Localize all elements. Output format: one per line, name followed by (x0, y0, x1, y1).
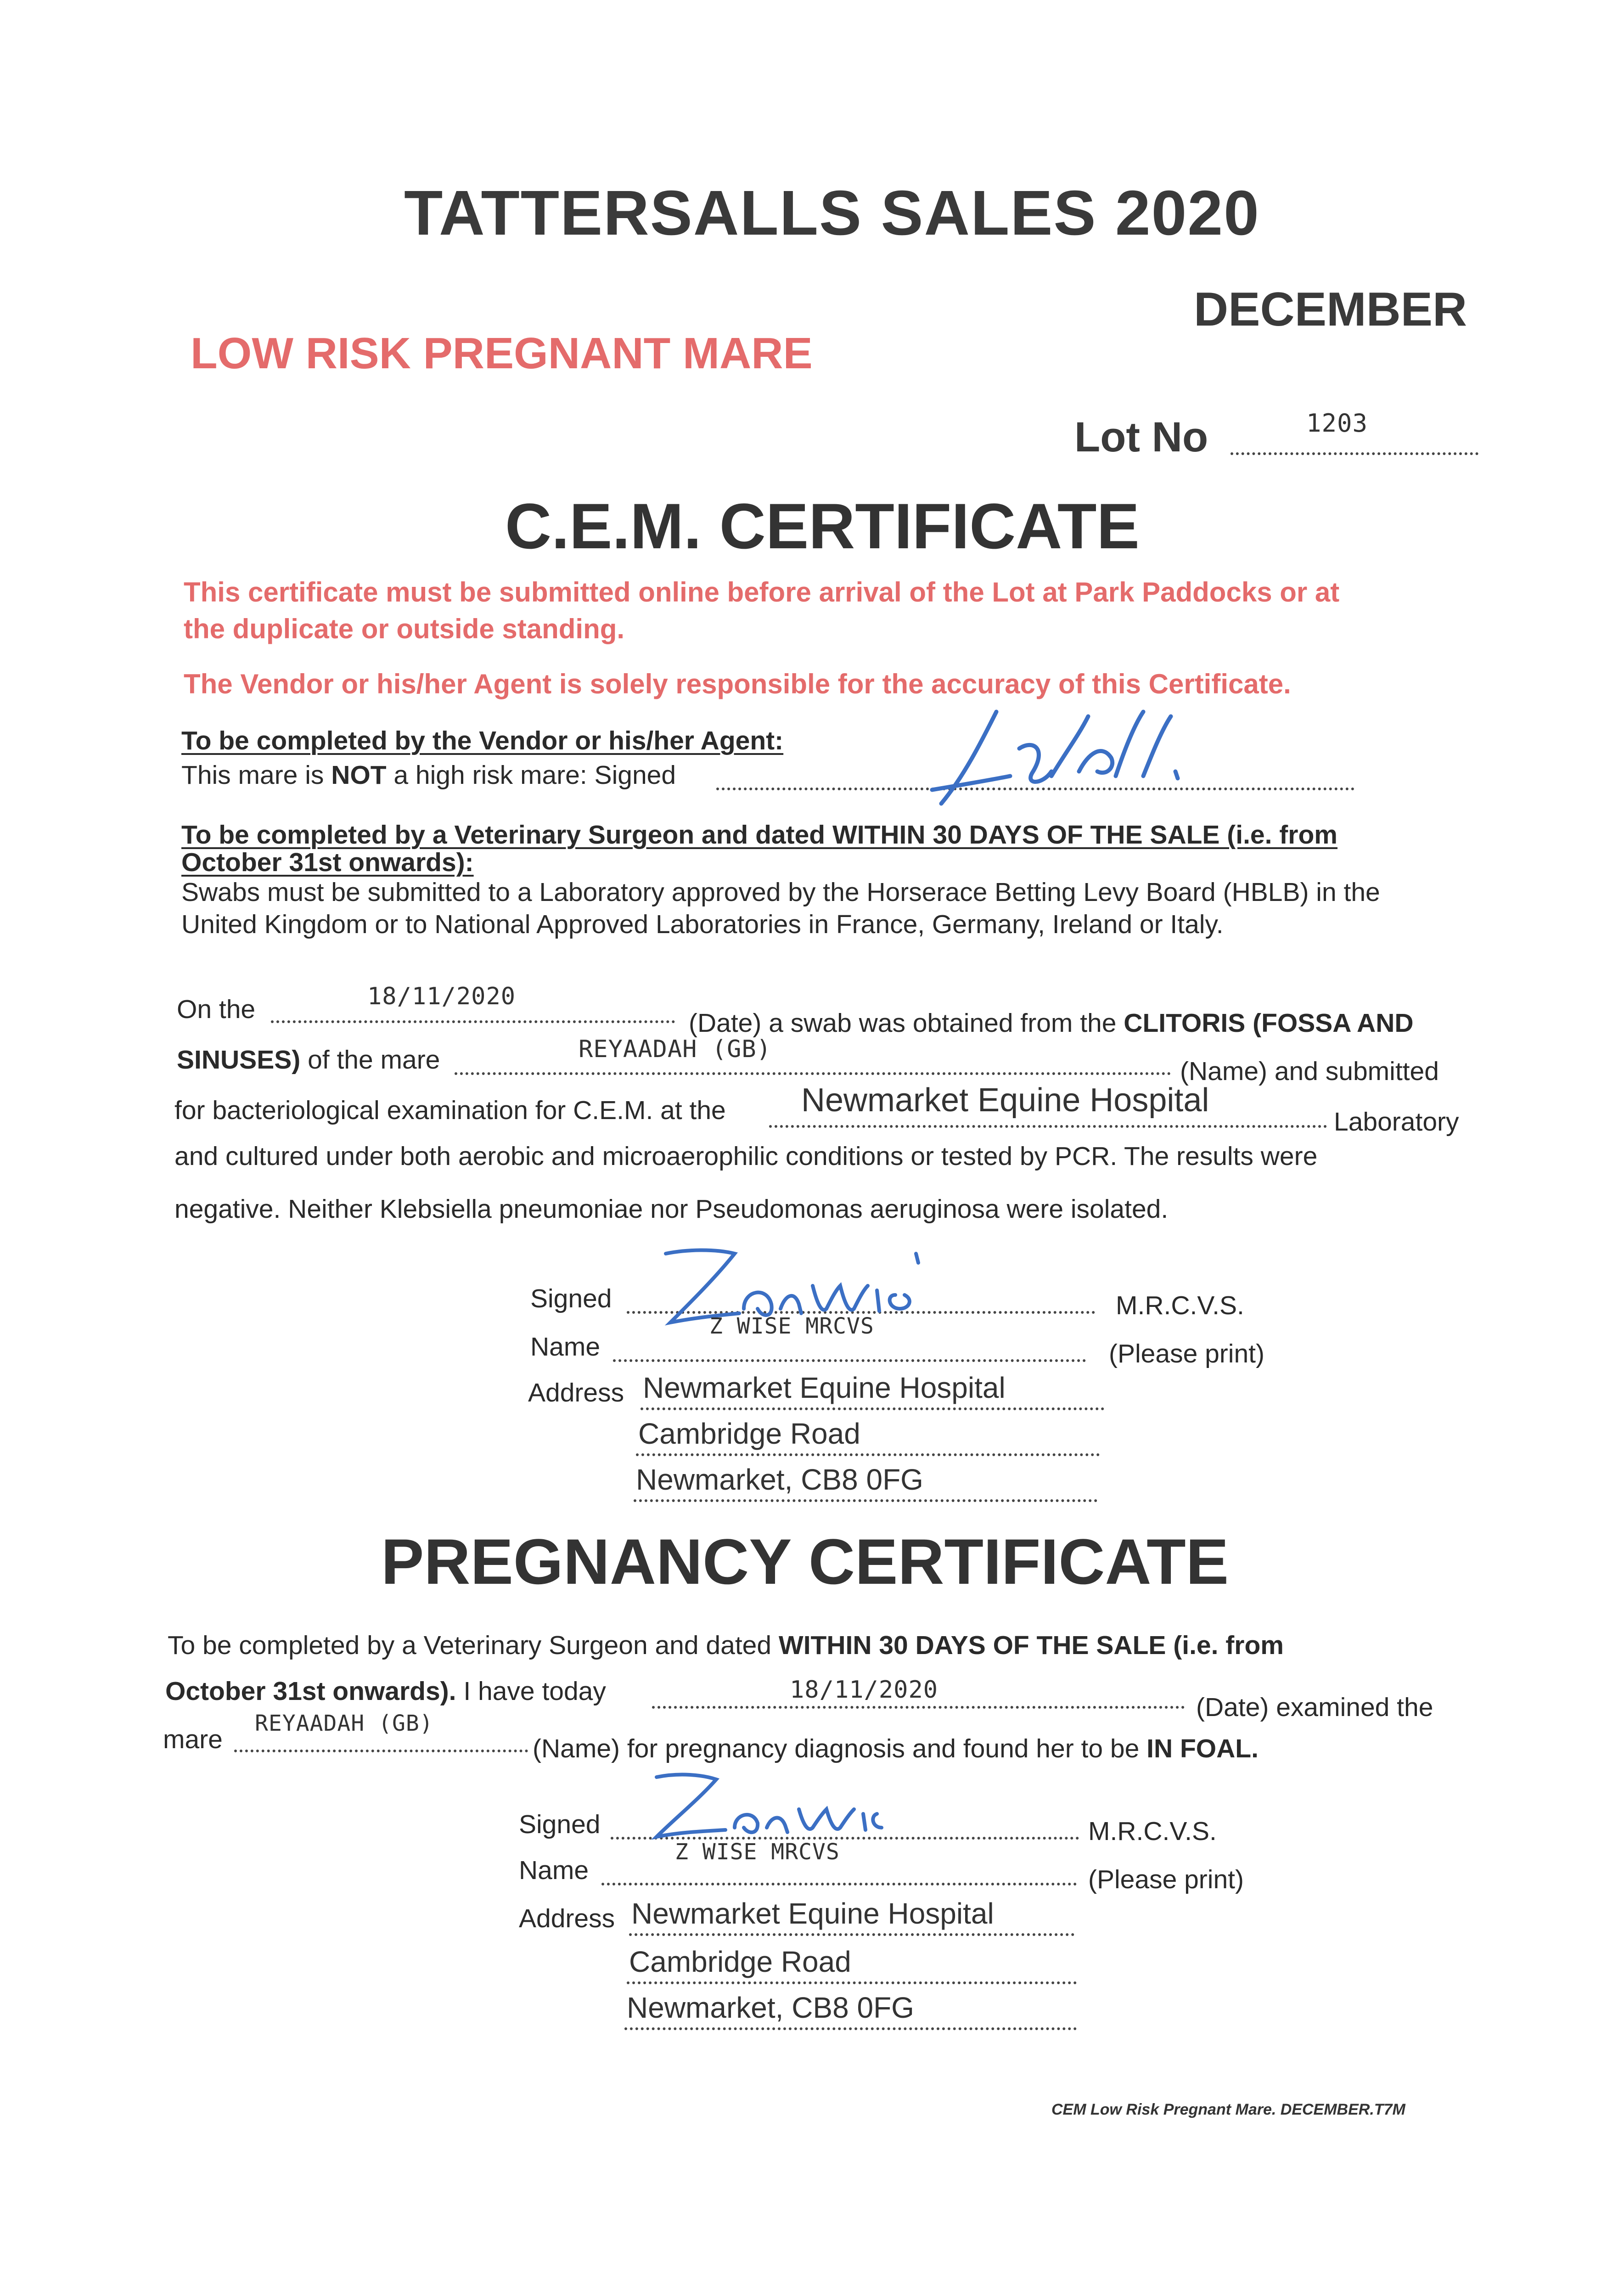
sale-title: TATTERSALLS SALES 2020 (404, 178, 1260, 248)
vendor-heading: To be completed by the Vendor or his/her Agent: (181, 726, 784, 755)
cem-address-label: Address (528, 1378, 624, 1407)
pregnancy-line-2 (165, 1678, 606, 1705)
cem-mare-name: REYAADAH (GB) (579, 1035, 771, 1063)
pregnancy-line-1 (168, 1632, 1284, 1659)
vet-heading-a: To be completed by a Veterinary Surgeon and dated (181, 820, 832, 850)
cem-address-rule-3 (634, 1499, 1097, 1502)
pregnancy-title: PREGNANCY CERTIFICATE (381, 1525, 1229, 1598)
cem-mrcvs-label: M.R.C.V.S. (1116, 1291, 1244, 1320)
exam-date: 18/11/2020 (790, 1676, 938, 1704)
preg-name-label: Name (519, 1856, 589, 1885)
risk-label: LOW RISK PREGNANT MARE (191, 329, 813, 378)
cem-lab-name: Newmarket Equine Hospital (801, 1082, 1209, 1119)
online-submission-notice-cont: the duplicate or outside standing. (184, 613, 625, 644)
vendor-line-pre: This mare is (181, 760, 332, 790)
swab-date-line (271, 1020, 675, 1023)
vendor-line-post: a high risk mare: Signed (386, 760, 676, 790)
preg-please-print: (Please print) (1088, 1865, 1244, 1894)
bact-exam-text: for bacteriological examination for C.E.M. at the (174, 1096, 726, 1125)
preg-mrcvs-label: M.R.C.V.S. (1088, 1817, 1217, 1846)
vendor-responsibility-notice: The Vendor or his/her Agent is solely responsible for the accuracy of this Certificate. (184, 669, 1291, 699)
pregnancy-line-1a: To be completed by a Veterinary Surgeon and dated (168, 1631, 779, 1660)
on-the-label: On the (177, 995, 256, 1024)
preg-address-line-1: Newmarket Equine Hospital (631, 1897, 994, 1930)
sale-month: DECEMBER (1194, 283, 1467, 336)
exam-date-line (652, 1706, 1185, 1709)
lot-dotted-line (1231, 452, 1478, 455)
lab-name-line (769, 1125, 1327, 1128)
pregnancy-line-2c: (Date) examined the (1196, 1693, 1433, 1722)
cem-signed-label: Signed (530, 1284, 612, 1313)
preg-address-rule-1 (629, 1933, 1074, 1936)
pregnancy-mare-name: REYAADAH (GB) (255, 1711, 433, 1736)
swab-date-text (689, 1010, 1414, 1036)
pregnancy-mare-label: mare (163, 1725, 223, 1754)
form-reference: CEM Low Risk Pregnant Mare. DECEMBER.T7M (1051, 2101, 1405, 2118)
mare-line (177, 1047, 440, 1073)
swab-date-text-a: (Date) a swab was obtained from the (689, 1008, 1124, 1038)
culture-method-text: and cultured under both aerobic and microaerophilic conditions or tested by PCR. The results were (174, 1142, 1318, 1171)
laboratory-text: Laboratory (1334, 1107, 1459, 1137)
pregnancy-line-3 (533, 1736, 1259, 1762)
preg-name-line (601, 1883, 1077, 1885)
online-submission-notice: This certificate must be submitted online before arrival of the Lot at Park Paddocks or at (184, 577, 1340, 608)
cem-name-line (613, 1359, 1086, 1362)
swab-site: CLITORIS (FOSSA AND (1124, 1008, 1414, 1038)
preg-address-rule-2 (627, 1981, 1077, 1984)
preg-signed-label: Signed (519, 1810, 601, 1839)
negative-result-text: negative. Neither Klebsiella pneumoniae nor Pseudomonas aeruginosa were isolated. (174, 1194, 1169, 1224)
swab-requirement-1: Swabs must be submitted to a Laboratory approved by the Horserace Betting Levy Board (HBLB) in the (181, 878, 1380, 907)
preg-address-rule-3 (624, 2027, 1077, 2030)
cem-address-line-2: Cambridge Road (638, 1417, 860, 1450)
cem-vet-name: Z WISE MRCVS (709, 1313, 874, 1339)
swab-requirement-2: United Kingdom or to National Approved Laboratories in France, Germany, Ireland or Italy. (181, 910, 1224, 939)
preg-address-line-3: Newmarket, CB8 0FG (627, 1991, 914, 2024)
lot-label: Lot No (1074, 414, 1208, 461)
pregnancy-line-2a: October 31st onwards). (165, 1677, 456, 1706)
pregnancy-line-2b: I have today (456, 1677, 606, 1706)
pregnancy-result: IN FOAL. (1146, 1734, 1259, 1763)
lot-number: 1203 (1306, 409, 1368, 438)
vendor-signature (914, 698, 1217, 817)
of-the-mare-text: of the mare (300, 1045, 440, 1075)
cem-address-line-1: Newmarket Equine Hospital (643, 1371, 1006, 1404)
vet-heading (181, 822, 1337, 848)
vendor-declaration (181, 762, 676, 788)
vet-heading-b: WITHIN 30 DAYS OF THE SALE (i.e. from (832, 820, 1337, 850)
pregnancy-mare-line (234, 1750, 528, 1752)
swab-date: 18/11/2020 (367, 983, 516, 1010)
cem-address-line-3: Newmarket, CB8 0FG (636, 1463, 923, 1496)
cem-name-label: Name (530, 1332, 601, 1362)
pregnancy-line-3a: (Name) for pregnancy diagnosis and found her to be (533, 1734, 1147, 1763)
cem-please-print: (Please print) (1109, 1339, 1264, 1368)
cem-address-rule-1 (641, 1407, 1104, 1410)
cem-address-rule-2 (636, 1453, 1100, 1456)
vendor-line-not: NOT (331, 760, 387, 790)
preg-vet-name: Z WISE MRCVS (675, 1839, 840, 1865)
vet-heading-cont: October 31st onwards): (181, 848, 474, 877)
preg-address-label: Address (519, 1904, 615, 1933)
sinuses-text: SINUSES) (177, 1045, 301, 1075)
preg-address-line-2: Cambridge Road (629, 1945, 851, 1978)
name-submitted-text: (Name) and submitted (1180, 1057, 1439, 1086)
mare-name-line (455, 1072, 1171, 1075)
pregnancy-line-1b: WITHIN 30 DAYS OF THE SALE (i.e. from (778, 1631, 1284, 1660)
cem-title: C.E.M. CERTIFICATE (505, 490, 1140, 562)
